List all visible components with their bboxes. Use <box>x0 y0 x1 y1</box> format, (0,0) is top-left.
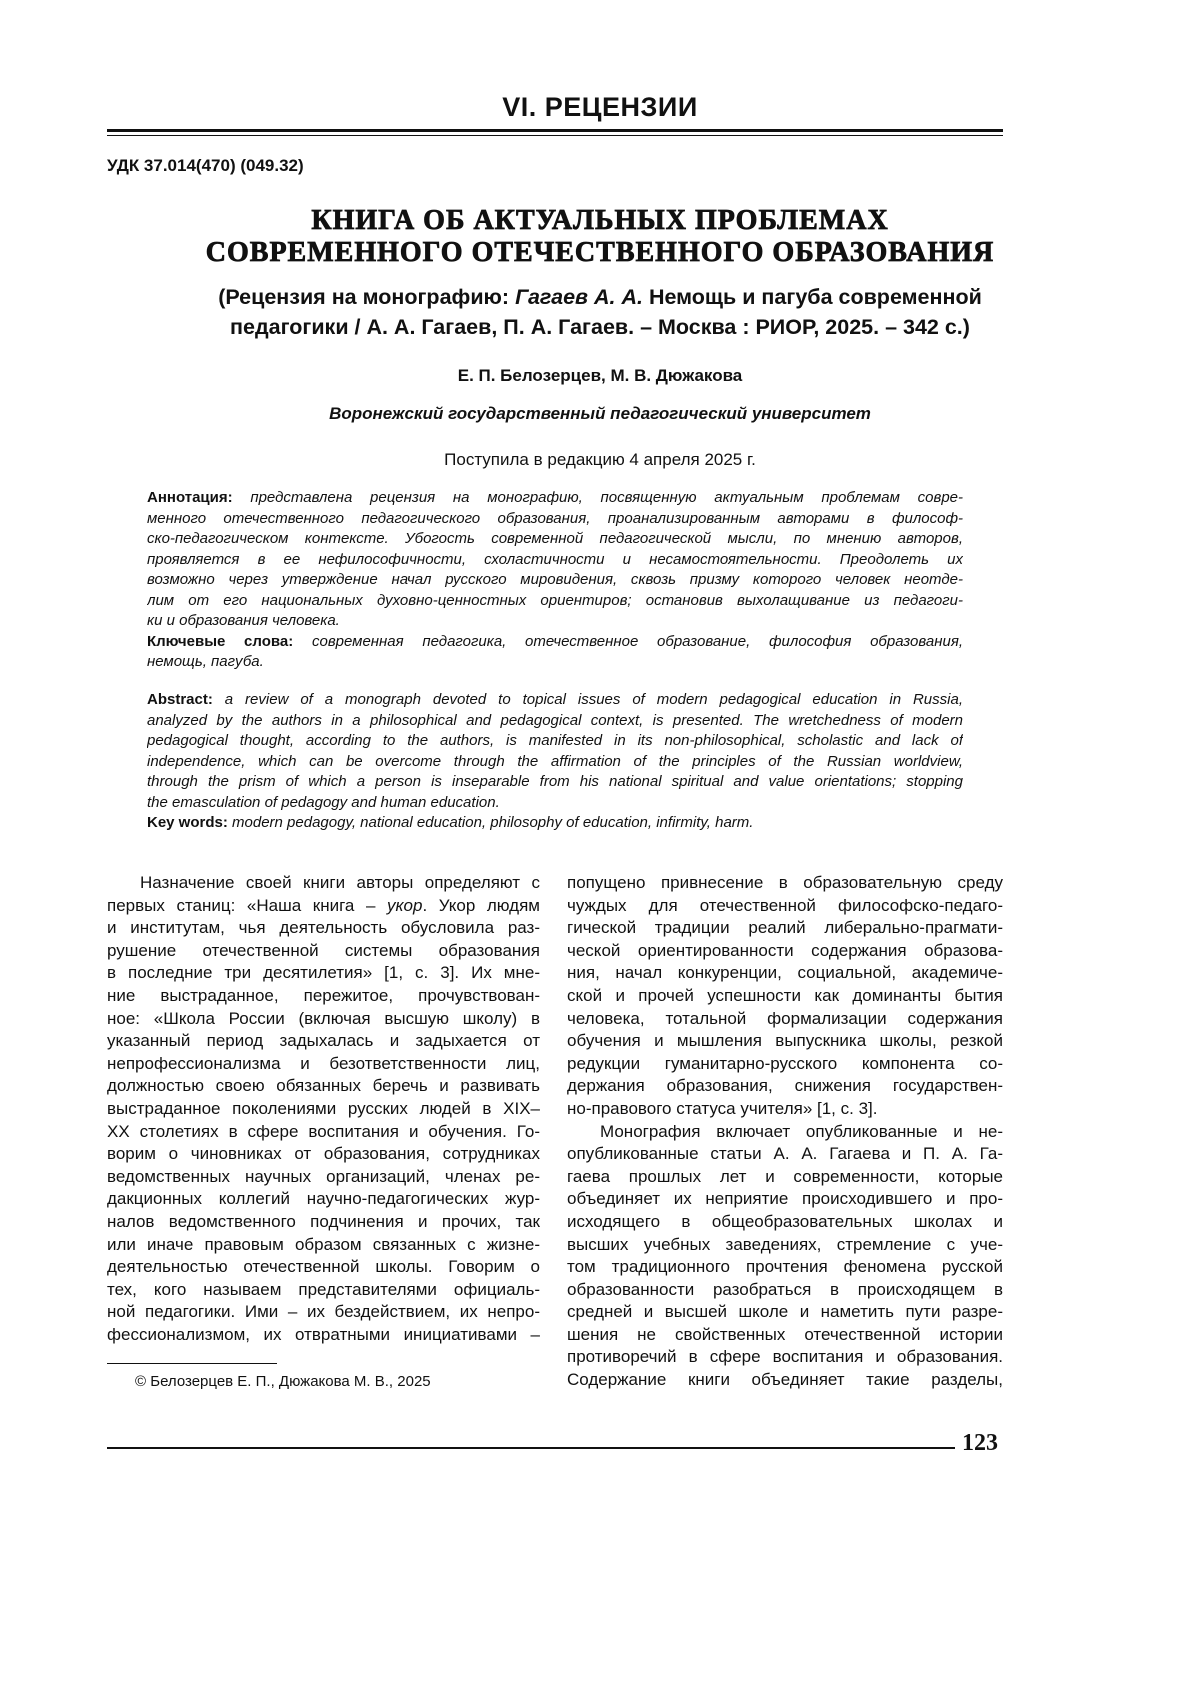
affiliation: Воронежский государственный педагогический университет <box>0 404 1200 424</box>
text: выстраданное поколениями русских людей в XIX– <box>107 1099 540 1118</box>
subtitle-line <box>0 282 1200 312</box>
abstract-line <box>147 690 963 711</box>
text: опубликованные статьи А. А. Гагаева и П. А. Га- <box>567 1144 1003 1163</box>
article-title <box>0 205 1200 269</box>
text: налов ведомственного подчинения и прочих, так <box>107 1212 540 1231</box>
title-line: СОВРЕМЕННОГО ОТЕЧЕСТВЕННОГО ОБРАЗОВАНИЯ <box>0 237 1200 269</box>
text: ской и прочей успешности как доминанты бытия <box>567 986 1003 1005</box>
text: XX столетиях в сфере воспитания и обучения. Го- <box>107 1122 540 1141</box>
label-bold: Abstract: <box>147 691 213 708</box>
abstract-line <box>147 550 963 571</box>
text: или иначе правовым образом связанных с жизне- <box>107 1235 540 1254</box>
body-line <box>567 940 1003 963</box>
text: высших учебных заведениях, стремление с уче- <box>567 1235 1003 1254</box>
body-line <box>567 1234 1003 1257</box>
body-line <box>567 1075 1003 1098</box>
abstract-line <box>147 611 963 632</box>
text-italic: analyzed by the authors in a philosophical and pedagogical context, is presented. The wretchedness of modern <box>147 712 963 729</box>
text: средней и высшей школе и наметить пути разре- <box>567 1302 1003 1321</box>
text: гаева прошлых лет и современности, которые <box>567 1167 1003 1186</box>
subtitle-line: педагогики / А. А. Гагаев, П. А. Гагаев. – Москва : РИОР, 2025. – 342 с.) <box>0 312 1200 342</box>
body-line <box>107 1166 540 1189</box>
subtitle-author-italic: Гагаев А. А. <box>515 285 643 309</box>
text-italic: представлена рецензия на монографию, посвященную актуальным проблемам совре- <box>233 489 963 506</box>
text: ное: «Школа России (включая высшую школу) в <box>107 1009 540 1028</box>
header-rule-thick <box>107 129 1003 132</box>
text-italic: a review of a monograph devoted to topical issues of modern pedagogical education in Russia, <box>213 691 963 708</box>
text: . Укор людям <box>422 896 540 915</box>
abstract-line <box>147 711 963 732</box>
label-bold: Аннотация: <box>147 489 233 506</box>
body-line <box>567 917 1003 940</box>
abstract-english <box>147 690 963 834</box>
text: попущено привнесение в образовательную среду <box>567 873 1003 892</box>
authors: Е. П. Белозерцев, М. В. Дюжакова <box>0 366 1200 386</box>
body-line <box>107 962 540 985</box>
text-italic: independence, which can be overcome through the affirmation of the principles of the Russian worldview, <box>147 753 963 770</box>
body-line <box>567 1346 1003 1369</box>
body-line <box>107 872 540 895</box>
text: но-правового статуса учителя» [1, с. 3]. <box>567 1099 877 1118</box>
body-line <box>107 1121 540 1144</box>
text: обучения и мышления выпускника школы, резкой <box>567 1031 1003 1050</box>
abstract-line <box>147 731 963 752</box>
body-line <box>567 1030 1003 1053</box>
body-line <box>107 1143 540 1166</box>
body-line <box>567 962 1003 985</box>
text-italic: the emasculation of pedagogy and human education. <box>147 794 500 811</box>
text: Содержание книги объединяет такие разделы, <box>567 1370 1003 1389</box>
text: том традиционного прочтения феномена русской <box>567 1257 1003 1276</box>
body-line <box>567 1053 1003 1076</box>
body-line <box>567 1211 1003 1234</box>
text: противоречий в сфере воспитания и образования. <box>567 1347 1003 1366</box>
udk-code: УДК 37.014(470) (049.32) <box>107 156 304 176</box>
body-line <box>107 895 540 918</box>
abstract-line <box>147 793 963 814</box>
text: рушение отечественной системы образования <box>107 941 540 960</box>
body-line <box>107 1301 540 1324</box>
text: ческой ориентированности содержания образова- <box>567 941 1003 960</box>
abstract-line <box>147 772 963 793</box>
footer-rule <box>107 1447 955 1449</box>
text: Монография включает опубликованные и не- <box>600 1122 1003 1141</box>
text: должностью своею обязанных беречь и развивать <box>107 1076 540 1095</box>
body-line <box>107 1053 540 1076</box>
text: в последние три десятилетия» [1, с. 3]. Их мне- <box>107 963 540 982</box>
text-italic: немощь, пагуба. <box>147 653 264 670</box>
text: исходящего в общеобразовательных школах и <box>567 1212 1003 1231</box>
text: первых станиц: «Наша книга – <box>107 896 387 915</box>
title-line: КНИГА ОБ АКТУАЛЬНЫХ ПРОБЛЕМАХ <box>0 205 1200 237</box>
header-rule-thin <box>107 135 1003 136</box>
body-line <box>107 1279 540 1302</box>
abstract-line <box>147 652 963 673</box>
body-line <box>107 1256 540 1279</box>
body-line <box>567 1008 1003 1031</box>
text-italic: лим от его национальных духовно-ценностных ориентиров; остановив выхолащивание из педагоги- <box>147 592 963 609</box>
body-line <box>567 1279 1003 1302</box>
body-line <box>107 1234 540 1257</box>
received-date: Поступила в редакцию 4 апреля 2025 г. <box>0 450 1200 470</box>
abstract-line <box>147 509 963 530</box>
abstract-line <box>147 632 963 653</box>
text-italic: проявляется в ее нефилософичности, схоластичности и несамостоятельности. Преодолеть их <box>147 551 963 568</box>
text: ния, начал конкуренции, социальной, академиче- <box>567 963 1003 982</box>
text-italic: менного отечественного педагогического образования, проанализированным авторами в философ- <box>147 510 963 527</box>
body-line <box>567 1301 1003 1324</box>
text-italic: modern pedagogy, national education, philosophy of education, infirmity, harm. <box>228 814 754 831</box>
body-line <box>107 917 540 940</box>
text-italic: ки и образования человека. <box>147 612 340 629</box>
body-line <box>567 1143 1003 1166</box>
text: непрофессионализма и безответственности лиц, <box>107 1054 540 1073</box>
body-column-right <box>567 872 1003 1392</box>
text: гической традиции реалий либерально-прагмати- <box>567 918 1003 937</box>
text-italic: ско-педагогическом контексте. Убогость современной педагогической мысли, по мнению авторов, <box>147 530 963 547</box>
body-line <box>107 1324 540 1347</box>
text: деятельностью отечественной школы. Говорим о <box>107 1257 540 1276</box>
body-line <box>107 1188 540 1211</box>
text: тех, кого называем представителями официаль- <box>107 1280 540 1299</box>
body-line <box>107 940 540 963</box>
abstract-line <box>147 570 963 591</box>
abstract-line <box>147 529 963 550</box>
text: ведомственных научных организаций, членах ре- <box>107 1167 540 1186</box>
page-number: 123 <box>962 1430 998 1457</box>
body-line <box>567 1369 1003 1392</box>
text-italic: pedagogical thought, according to the authors, is manifested in its non-philosophical, scholastic and lack of <box>147 732 963 749</box>
body-line <box>567 1098 1003 1121</box>
body-line <box>567 985 1003 1008</box>
abstract-line <box>147 591 963 612</box>
label-bold: Ключевые слова: <box>147 633 293 650</box>
label-bold: Key words: <box>147 814 228 831</box>
text: указанный период задыхалась и задыхается от <box>107 1031 540 1050</box>
text-italic: современная педагогика, отечественное образование, философия образования, <box>293 633 963 650</box>
text: человека, тотальной формализации содержания <box>567 1009 1003 1028</box>
subtitle-text: Немощь и пагуба современной <box>643 285 982 309</box>
body-line <box>567 1256 1003 1279</box>
section-heading: VI. РЕЦЕНЗИИ <box>0 92 1200 123</box>
article-subtitle <box>0 282 1200 342</box>
text: ние выстраданное, пережитое, прочувствован- <box>107 986 540 1005</box>
body-line <box>107 1008 540 1031</box>
text-italic: through the prism of which a person is inseparable from his national spiritual and value orientations; stopping <box>147 773 963 790</box>
body-line <box>107 1075 540 1098</box>
body-line <box>567 1166 1003 1189</box>
body-line <box>567 1188 1003 1211</box>
abstract-line <box>147 813 963 834</box>
body-column-left <box>107 872 540 1346</box>
subtitle-text: (Рецензия на монографию: <box>218 285 515 309</box>
footnote-rule <box>107 1363 277 1364</box>
body-line <box>567 1324 1003 1347</box>
body-line <box>567 1121 1003 1144</box>
body-line <box>567 872 1003 895</box>
copyright-footnote: © Белозерцев Е. П., Дюжакова М. В., 2025 <box>135 1373 431 1390</box>
text: чуждых для отечественной философско-педаго- <box>567 896 1003 915</box>
text: ной педагогики. Ими – их бездействием, их непро- <box>107 1302 540 1321</box>
text: объединяет их неприятие происходившего и про- <box>567 1189 1003 1208</box>
text: образованности разобраться в происходящем в <box>567 1280 1003 1299</box>
body-line <box>107 985 540 1008</box>
text-italic: укор <box>387 896 422 915</box>
text: держания образования, снижения государствен- <box>567 1076 1003 1095</box>
paragraph <box>107 872 540 1346</box>
text: и институтам, чья деятельность обусловила раз- <box>107 918 540 937</box>
text: дакционных коллегий научно-педагогических жур- <box>107 1189 540 1208</box>
body-line <box>107 1098 540 1121</box>
body-line <box>567 895 1003 918</box>
abstract-russian <box>147 488 963 673</box>
text-italic: возможно через утверждение начал русского мировидения, сквозь призму которого человек неотде- <box>147 571 963 588</box>
abstract-line <box>147 752 963 773</box>
paragraph <box>567 872 1003 1121</box>
text: ворим о чиновниках от образования, сотрудниках <box>107 1144 540 1163</box>
abstract-line <box>147 488 963 509</box>
text: шения не свойственных отечественной истории <box>567 1325 1003 1344</box>
text: фессионализмом, их отвратными инициативами – <box>107 1325 540 1344</box>
paragraph <box>567 1121 1003 1392</box>
body-line <box>107 1030 540 1053</box>
body-line <box>107 1211 540 1234</box>
text: редукции гуманитарно-русского компонента со- <box>567 1054 1003 1073</box>
text: Назначение своей книги авторы определяют с <box>140 873 540 892</box>
